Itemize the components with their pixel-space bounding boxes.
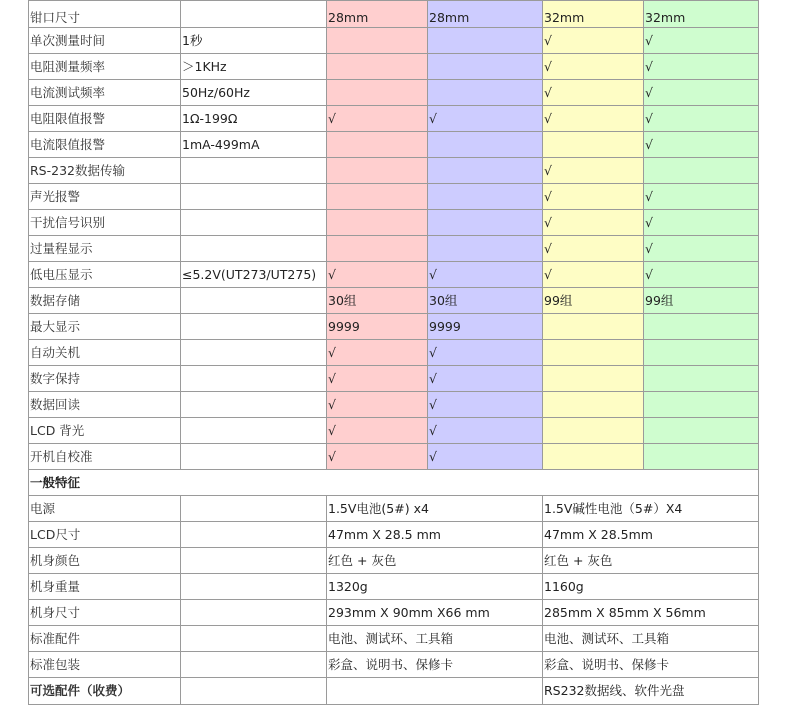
general-empty-cell <box>181 496 327 522</box>
table-row <box>29 652 759 678</box>
model-a-cell <box>327 210 428 236</box>
table-row <box>29 184 759 210</box>
model-a-cell: √ <box>327 340 428 366</box>
general-label: 标准配件 <box>29 626 181 652</box>
table-row <box>29 548 759 574</box>
model-c-cell <box>543 314 644 340</box>
model-c-cell: √ <box>543 80 644 106</box>
model-a-cell: 30组 <box>327 288 428 314</box>
feature-spec <box>181 314 327 340</box>
general-label: 机身尺寸 <box>29 600 181 626</box>
section-title: 一般特征 <box>29 470 759 496</box>
feature-label: 数据回读 <box>29 392 181 418</box>
model-d-cell <box>644 158 759 184</box>
feature-spec <box>181 184 327 210</box>
model-a-cell <box>327 54 428 80</box>
model-d-cell: √ <box>644 132 759 158</box>
general-empty-cell <box>181 548 327 574</box>
table-row <box>29 28 759 54</box>
feature-spec <box>181 444 327 470</box>
feature-spec <box>181 210 327 236</box>
general-empty-cell <box>181 652 327 678</box>
feature-label: 声光报警 <box>29 184 181 210</box>
model-d-cell: √ <box>644 80 759 106</box>
model-c-cell: √ <box>543 262 644 288</box>
feature-label: 低电压显示 <box>29 262 181 288</box>
general-label: 机身重量 <box>29 574 181 600</box>
model-d-cell: √ <box>644 210 759 236</box>
table-row <box>29 288 759 314</box>
general-right-value: 47mm X 28.5mm <box>543 522 759 548</box>
general-right-value: 1.5V碱性电池（5#）X4 <box>543 496 759 522</box>
table-row <box>29 54 759 80</box>
table-row <box>29 522 759 548</box>
model-b-cell: √ <box>428 392 543 418</box>
model-a-cell: √ <box>327 392 428 418</box>
table-row <box>29 106 759 132</box>
feature-label: 最大显示 <box>29 314 181 340</box>
optional-right-value: RS232数据线、软件光盘 <box>543 678 759 705</box>
model-b-cell <box>428 54 543 80</box>
feature-spec <box>181 340 327 366</box>
feature-spec: 1mA-499mA <box>181 132 327 158</box>
optional-left-value <box>327 678 543 705</box>
feature-spec <box>181 392 327 418</box>
feature-spec <box>181 236 327 262</box>
model-d-cell: 32mm <box>644 1 759 28</box>
model-c-cell: 32mm <box>543 1 644 28</box>
model-d-cell <box>644 366 759 392</box>
feature-spec <box>181 1 327 28</box>
model-a-cell <box>327 80 428 106</box>
feature-label: 电流测试频率 <box>29 80 181 106</box>
model-c-cell <box>543 132 644 158</box>
model-b-cell <box>428 158 543 184</box>
general-right-value: 彩盒、说明书、保修卡 <box>543 652 759 678</box>
model-a-cell <box>327 184 428 210</box>
model-a-cell <box>327 28 428 54</box>
model-a-cell <box>327 236 428 262</box>
feature-spec <box>181 418 327 444</box>
table-row <box>29 80 759 106</box>
model-d-cell: √ <box>644 54 759 80</box>
table-row <box>29 1 759 28</box>
general-empty-cell <box>181 678 327 705</box>
feature-label: RS-232数据传输 <box>29 158 181 184</box>
feature-spec: 1Ω-199Ω <box>181 106 327 132</box>
model-d-cell: √ <box>644 184 759 210</box>
table-row <box>29 418 759 444</box>
general-left-value: 1.5V电池(5#) x4 <box>327 496 543 522</box>
general-left-value: 293mm X 90mm X66 mm <box>327 600 543 626</box>
feature-spec: ≤5.2V(UT273/UT275) <box>181 262 327 288</box>
general-empty-cell <box>181 522 327 548</box>
table-row <box>29 444 759 470</box>
model-c-cell <box>543 418 644 444</box>
general-right-value: 1160g <box>543 574 759 600</box>
general-right-value: 电池、测试环、工具箱 <box>543 626 759 652</box>
feature-label: 干扰信号识别 <box>29 210 181 236</box>
model-c-cell: √ <box>543 210 644 236</box>
table-row <box>29 132 759 158</box>
model-b-cell: √ <box>428 340 543 366</box>
model-b-cell <box>428 236 543 262</box>
table-row <box>29 236 759 262</box>
model-b-cell: √ <box>428 262 543 288</box>
general-label: LCD尺寸 <box>29 522 181 548</box>
model-b-cell: √ <box>428 366 543 392</box>
model-a-cell: 28mm <box>327 1 428 28</box>
model-d-cell: √ <box>644 106 759 132</box>
spec-table <box>28 0 759 705</box>
feature-spec: ＞1KHz <box>181 54 327 80</box>
model-c-cell: √ <box>543 28 644 54</box>
model-a-cell: √ <box>327 444 428 470</box>
model-b-cell: 28mm <box>428 1 543 28</box>
model-c-cell: 99组 <box>543 288 644 314</box>
table-row <box>29 496 759 522</box>
general-right-value: 红色 + 灰色 <box>543 548 759 574</box>
general-left-value: 1320g <box>327 574 543 600</box>
feature-spec: 1秒 <box>181 28 327 54</box>
model-d-cell: √ <box>644 236 759 262</box>
model-c-cell <box>543 444 644 470</box>
table-row <box>29 210 759 236</box>
model-a-cell <box>327 158 428 184</box>
feature-spec <box>181 158 327 184</box>
model-c-cell: √ <box>543 106 644 132</box>
model-a-cell: √ <box>327 366 428 392</box>
model-b-cell: 30组 <box>428 288 543 314</box>
feature-label: 自动关机 <box>29 340 181 366</box>
optional-label: 可选配件（收费） <box>29 678 181 705</box>
feature-label: 电流限值报警 <box>29 132 181 158</box>
model-b-cell: √ <box>428 106 543 132</box>
general-empty-cell <box>181 626 327 652</box>
model-c-cell: √ <box>543 54 644 80</box>
model-b-cell <box>428 184 543 210</box>
feature-spec <box>181 366 327 392</box>
model-b-cell <box>428 132 543 158</box>
general-right-value: 285mm X 85mm X 56mm <box>543 600 759 626</box>
model-a-cell: √ <box>327 106 428 132</box>
table-row <box>29 158 759 184</box>
table-row <box>29 314 759 340</box>
feature-label: 数字保持 <box>29 366 181 392</box>
model-d-cell: √ <box>644 28 759 54</box>
feature-label: LCD 背光 <box>29 418 181 444</box>
model-a-cell: √ <box>327 418 428 444</box>
model-c-cell: √ <box>543 158 644 184</box>
model-b-cell: √ <box>428 418 543 444</box>
feature-label: 电阻限值报警 <box>29 106 181 132</box>
model-c-cell: √ <box>543 184 644 210</box>
feature-label: 钳口尺寸 <box>29 1 181 28</box>
table-row <box>29 574 759 600</box>
model-c-cell <box>543 392 644 418</box>
model-a-cell <box>327 132 428 158</box>
general-left-value: 电池、测试环、工具箱 <box>327 626 543 652</box>
model-d-cell <box>644 314 759 340</box>
table-row <box>29 600 759 626</box>
general-left-value: 47mm X 28.5 mm <box>327 522 543 548</box>
general-empty-cell <box>181 600 327 626</box>
model-c-cell: √ <box>543 236 644 262</box>
model-a-cell: 9999 <box>327 314 428 340</box>
model-d-cell <box>644 392 759 418</box>
feature-label: 单次测量时间 <box>29 28 181 54</box>
model-d-cell <box>644 340 759 366</box>
model-b-cell <box>428 28 543 54</box>
model-d-cell <box>644 418 759 444</box>
general-left-value: 彩盒、说明书、保修卡 <box>327 652 543 678</box>
model-d-cell: 99组 <box>644 288 759 314</box>
model-b-cell: 9999 <box>428 314 543 340</box>
model-b-cell: √ <box>428 444 543 470</box>
model-b-cell <box>428 80 543 106</box>
table-row <box>29 678 759 705</box>
section-header-row <box>29 470 759 496</box>
feature-label: 电阻测量频率 <box>29 54 181 80</box>
general-left-value: 红色 + 灰色 <box>327 548 543 574</box>
model-b-cell <box>428 210 543 236</box>
feature-label: 开机自校准 <box>29 444 181 470</box>
general-label: 标准包装 <box>29 652 181 678</box>
general-label: 电源 <box>29 496 181 522</box>
table-row <box>29 366 759 392</box>
feature-label: 过量程显示 <box>29 236 181 262</box>
model-c-cell <box>543 340 644 366</box>
model-a-cell: √ <box>327 262 428 288</box>
feature-spec <box>181 288 327 314</box>
model-d-cell <box>644 444 759 470</box>
model-d-cell: √ <box>644 262 759 288</box>
table-row <box>29 626 759 652</box>
general-label: 机身颜色 <box>29 548 181 574</box>
table-row <box>29 340 759 366</box>
feature-label: 数据存储 <box>29 288 181 314</box>
model-c-cell <box>543 366 644 392</box>
feature-spec: 50Hz/60Hz <box>181 80 327 106</box>
table-row <box>29 262 759 288</box>
table-row <box>29 392 759 418</box>
general-empty-cell <box>181 574 327 600</box>
